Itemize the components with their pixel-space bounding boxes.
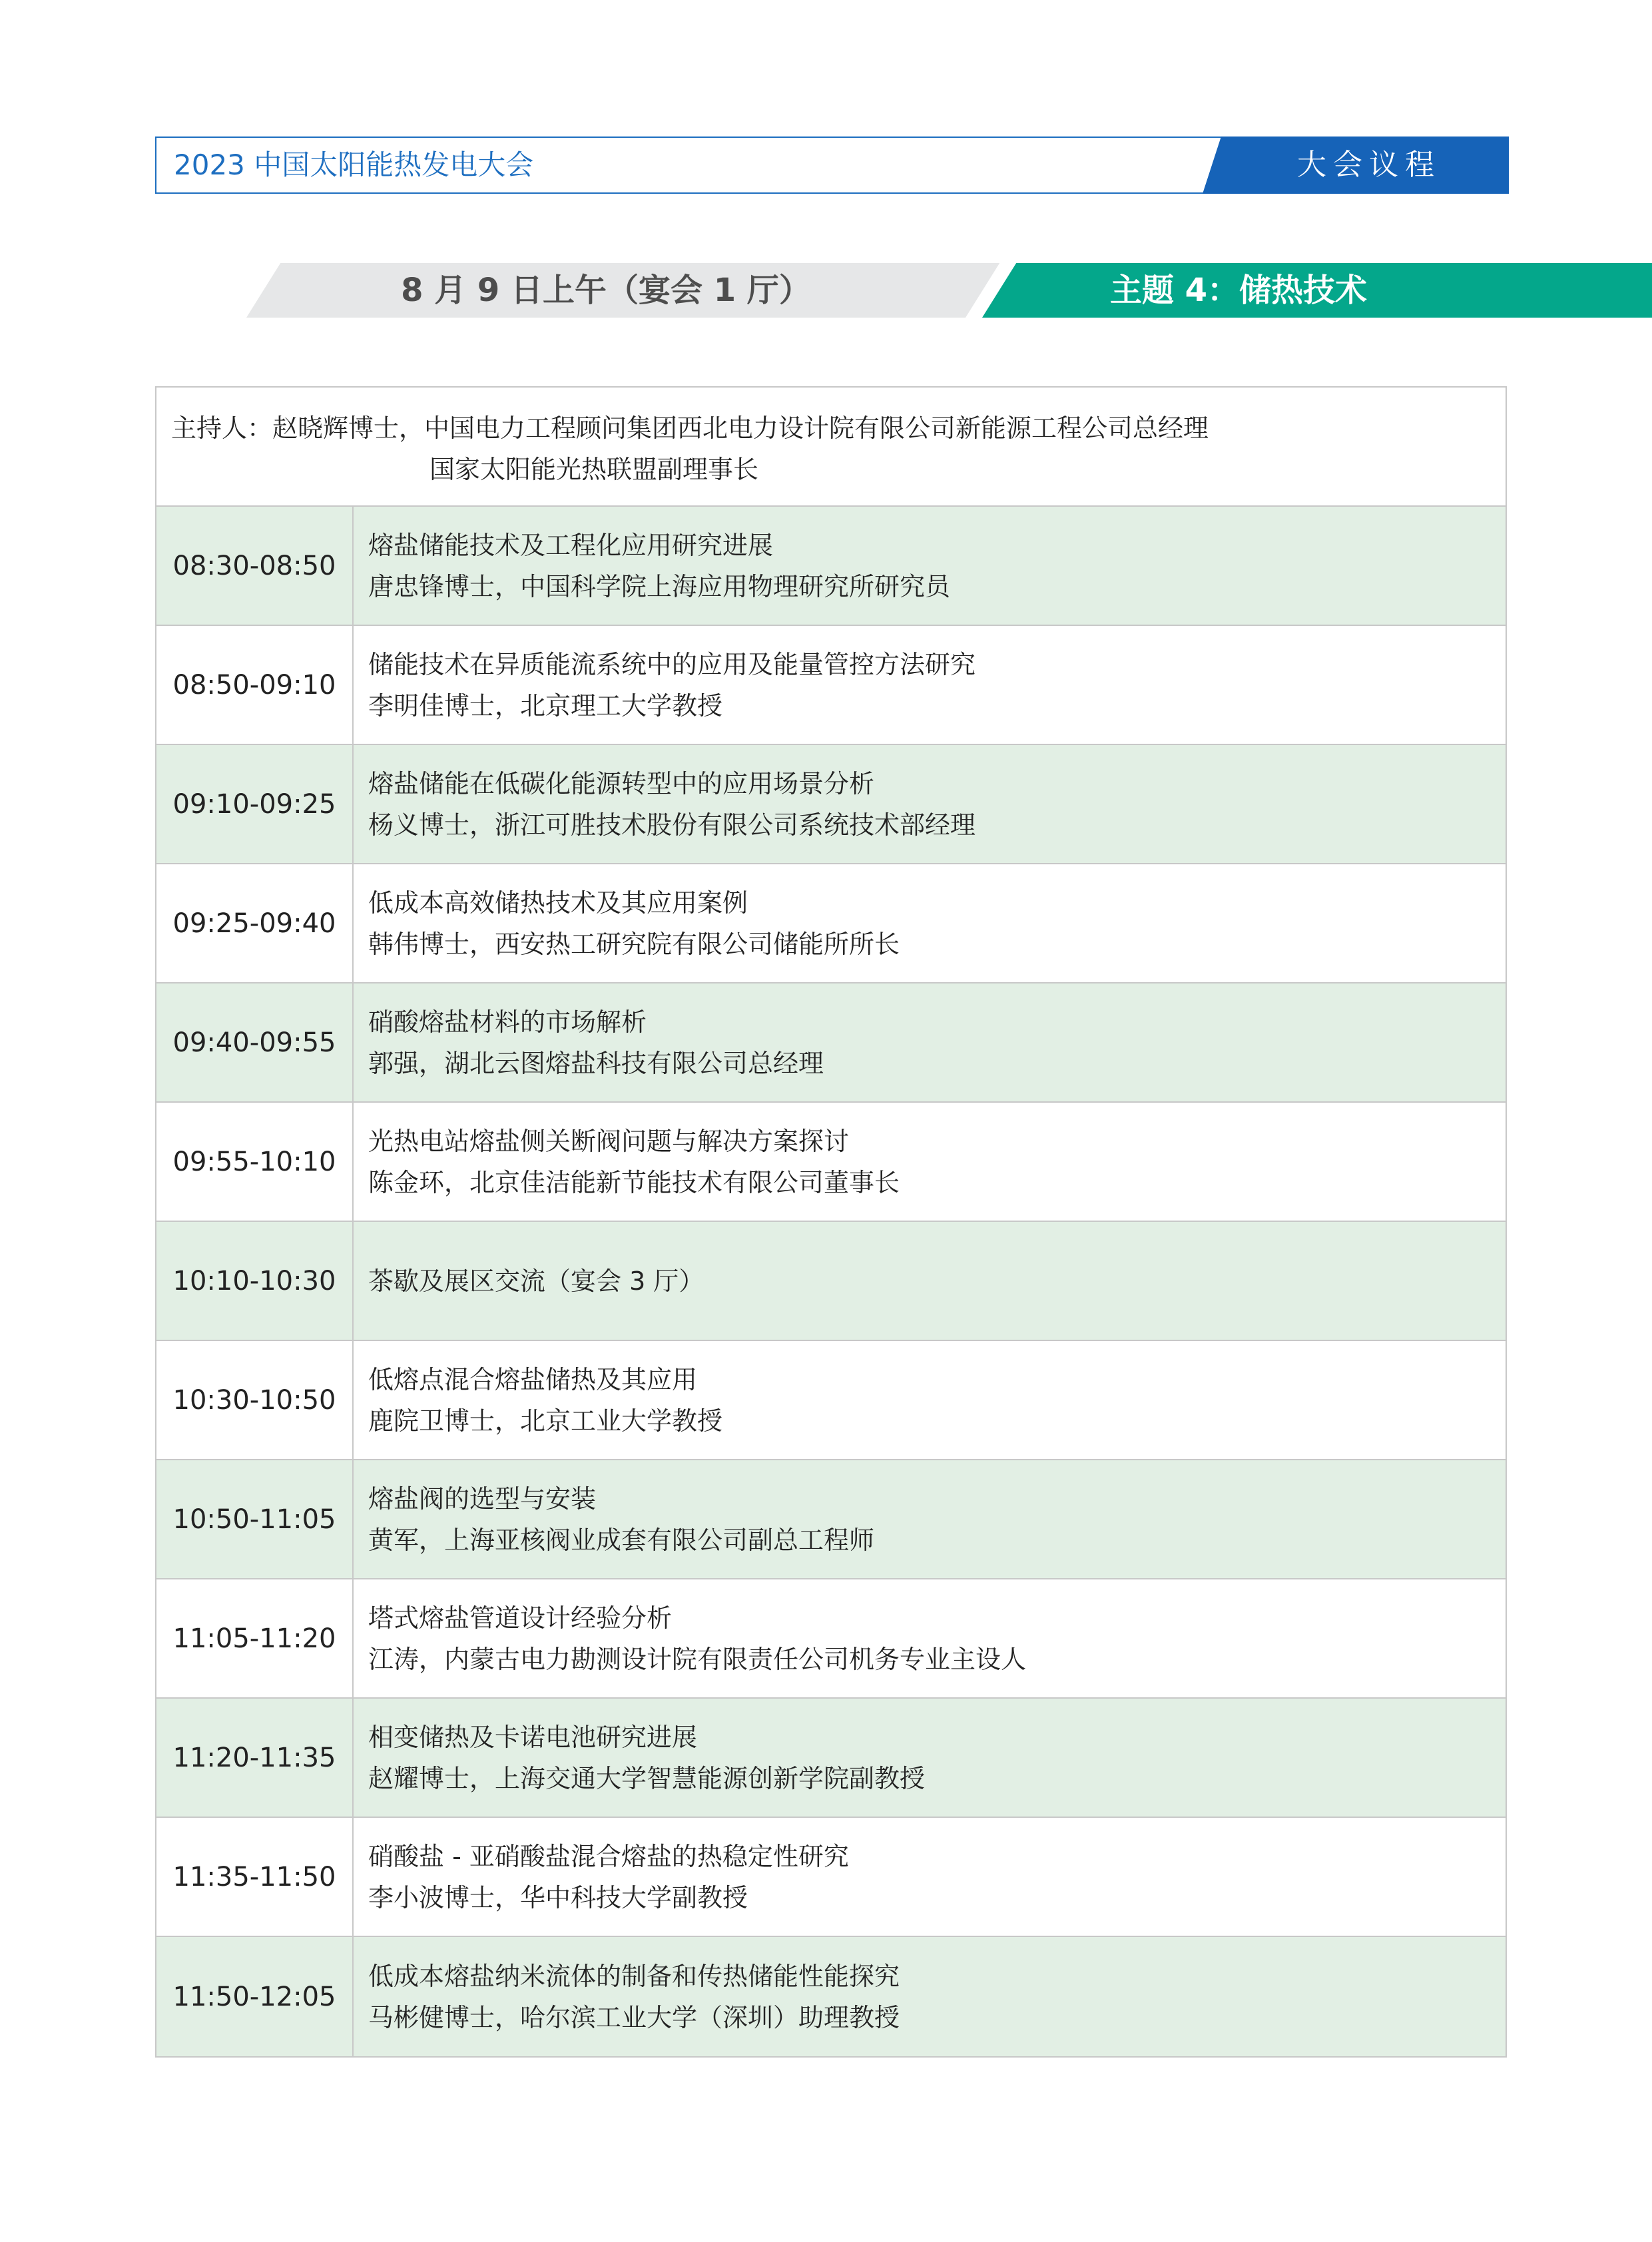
time-slot: 10:10-10:30	[156, 1222, 354, 1340]
speaker: 李小波博士，华中科技大学副教授	[368, 1882, 748, 1912]
talk-details	[354, 626, 1506, 744]
speaker: 鹿院卫博士，北京工业大学教授	[368, 1406, 723, 1436]
section-tab-label: 大会议程	[1297, 148, 1441, 182]
time-slot: 11:35-11:50	[156, 1818, 354, 1936]
talk-title: 熔盐阀的选型与安装	[368, 1484, 597, 1514]
table-row	[156, 1341, 1506, 1460]
talk-details	[354, 1460, 1506, 1578]
time-slot: 09:25-09:40	[156, 864, 354, 982]
speaker: 赵耀博士，上海交通大学智慧能源创新学院副教授	[368, 1763, 926, 1793]
speaker: 马彬健博士，哈尔滨工业大学（深圳）助理教授	[368, 2002, 900, 2032]
talk-details	[354, 1699, 1506, 1817]
table-row	[156, 745, 1506, 864]
table-row	[156, 507, 1506, 626]
talk-details	[354, 1937, 1506, 2056]
speaker: 唐忠锋博士，中国科学院上海应用物理研究所研究员	[368, 571, 951, 601]
conference-title: 2023 中国太阳能热发电大会	[174, 148, 534, 181]
speaker: 李明佳博士，北京理工大学教授	[368, 691, 723, 720]
time-slot: 09:55-10:10	[156, 1103, 354, 1221]
table-row	[156, 626, 1506, 745]
table-row	[156, 864, 1506, 983]
host-line-1: 赵晓辉博士，中国电力工程顾问集团西北电力设计院有限公司新能源工程公司总经理	[272, 414, 1209, 443]
time-slot: 11:20-11:35	[156, 1699, 354, 1817]
talk-title: 低成本熔盐纳米流体的制备和传热储能性能探究	[368, 1961, 900, 1991]
talk-title: 硝酸熔盐材料的市场解析	[368, 1007, 647, 1037]
time-slot: 08:30-08:50	[156, 507, 354, 625]
talk-title: 熔盐储能技术及工程化应用研究进展	[368, 530, 774, 560]
page-header	[155, 137, 1509, 194]
schedule-table	[155, 386, 1507, 2058]
time-slot: 11:05-11:20	[156, 1579, 354, 1697]
session-topic: 主题 4：储热技术	[1109, 272, 1368, 309]
talk-details	[354, 983, 1506, 1101]
host-line-2: 国家太阳能光热联盟副理事长	[429, 455, 759, 484]
table-row	[156, 1699, 1506, 1818]
talk-details	[354, 1222, 1506, 1340]
time-slot: 09:40-09:55	[156, 983, 354, 1101]
host-row	[156, 388, 1506, 507]
talk-details	[354, 1818, 1506, 1936]
time-slot: 09:10-09:25	[156, 745, 354, 863]
talk-details	[354, 1103, 1506, 1221]
talk-title: 相变储热及卡诺电池研究进展	[368, 1722, 698, 1752]
table-row	[156, 1103, 1506, 1222]
talk-title: 储能技术在异质能流系统中的应用及能量管控方法研究	[368, 649, 976, 679]
talk-title: 熔盐储能在低碳化能源转型中的应用场景分析	[368, 768, 875, 798]
table-row	[156, 983, 1506, 1103]
speaker: 江涛，内蒙古电力勘测设计院有限责任公司机务专业主设人	[368, 1644, 1027, 1674]
table-row	[156, 1818, 1506, 1937]
speaker: 杨义博士，浙江可胜技术股份有限公司系统技术部经理	[368, 810, 976, 840]
talk-title: 低成本高效储热技术及其应用案例	[368, 888, 748, 918]
table-row	[156, 1937, 1506, 2056]
talk-title: 塔式熔盐管道设计经验分析	[368, 1603, 673, 1633]
talk-title: 低熔点混合熔盐储热及其应用	[368, 1364, 698, 1394]
talk-details	[354, 1341, 1506, 1459]
talk-title: 茶歇及展区交流（宴会 3 厅）	[368, 1266, 704, 1296]
talk-details	[354, 745, 1506, 863]
session-date-venue: 8 月 9 日上午（宴会 1 厅）	[401, 272, 811, 309]
talk-details	[354, 507, 1506, 625]
table-row	[156, 1222, 1506, 1341]
speaker: 黄军，上海亚核阀业成套有限公司副总工程师	[368, 1525, 875, 1555]
speaker: 韩伟博士，西安热工研究院有限公司储能所所长	[368, 929, 900, 959]
session-banner	[220, 263, 1452, 318]
table-row	[156, 1579, 1506, 1699]
time-slot: 11:50-12:05	[156, 1937, 354, 2056]
host-label: 主持人：	[171, 414, 273, 443]
time-slot: 10:30-10:50	[156, 1341, 354, 1459]
talk-details	[354, 864, 1506, 982]
speaker: 郭强，湖北云图熔盐科技有限公司总经理	[368, 1048, 824, 1078]
talk-title: 硝酸盐 - 亚硝酸盐混合熔盐的热稳定性研究	[368, 1841, 849, 1871]
talk-details	[354, 1579, 1506, 1697]
time-slot: 08:50-09:10	[156, 626, 354, 744]
talk-title: 光热电站熔盐侧关断阀问题与解决方案探讨	[368, 1126, 850, 1156]
schedule-rows	[156, 507, 1506, 2056]
speaker: 陈金环，北京佳洁能新节能技术有限公司董事长	[368, 1167, 900, 1197]
time-slot: 10:50-11:05	[156, 1460, 354, 1578]
table-row	[156, 1460, 1506, 1579]
